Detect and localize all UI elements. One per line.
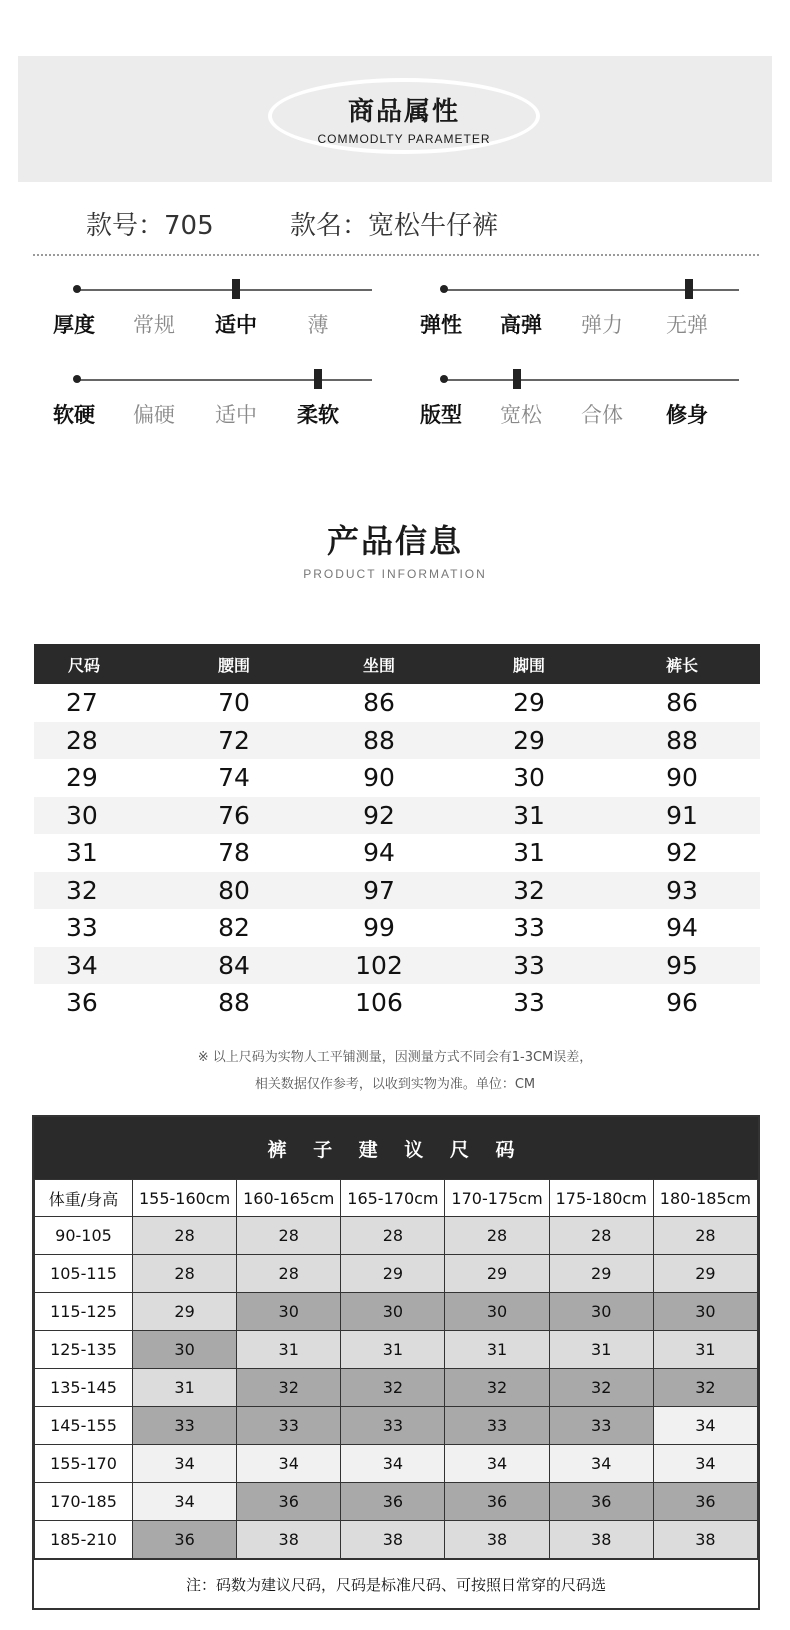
table-cell: 86 xyxy=(363,688,395,718)
size-cell: 36 xyxy=(341,1483,445,1521)
size-cell: 33 xyxy=(445,1407,549,1445)
table-cell: 27 xyxy=(66,688,98,718)
recommend-header-row xyxy=(35,1180,758,1217)
table-row xyxy=(34,722,760,760)
size-cell: 30 xyxy=(653,1293,757,1331)
table-cell: 86 xyxy=(666,688,698,718)
table-cell: 92 xyxy=(666,838,698,868)
size-cell: 30 xyxy=(445,1293,549,1331)
scale-marker xyxy=(685,279,693,299)
scale-start-dot xyxy=(440,375,448,383)
scale-marker xyxy=(513,369,521,389)
attribute-option: 薄 xyxy=(307,313,329,337)
size-cell: 34 xyxy=(653,1445,757,1483)
table-cell: 31 xyxy=(513,838,545,868)
scale-marker xyxy=(232,279,240,299)
table-cell: 76 xyxy=(218,800,250,830)
attribute-elasticity xyxy=(400,277,730,337)
table-row xyxy=(34,759,760,797)
size-cell: 30 xyxy=(341,1293,445,1331)
header-cell: 腰围 xyxy=(217,655,250,675)
scale-start-dot xyxy=(73,285,81,293)
header-cell: 裤长 xyxy=(665,655,698,675)
recommend-footnote: 注：码数为建议尺码，尺码是标准尺码、可按照日常穿的尺码选 xyxy=(34,1559,758,1608)
header-cell: 尺码 xyxy=(68,655,101,675)
table-cell: 94 xyxy=(666,913,698,943)
table-cell: 95 xyxy=(666,950,698,980)
height-header-cell: 175-180cm xyxy=(549,1180,653,1217)
attribute-thickness xyxy=(33,277,363,337)
attribute-option-selected: 柔软 xyxy=(297,403,339,427)
model-name: 款名：宽松牛仔裤 xyxy=(290,211,499,241)
attribute-name: 版型 xyxy=(420,403,462,427)
table-cell: 106 xyxy=(355,988,403,1018)
weight-cell: 155-170 xyxy=(35,1445,133,1483)
attribute-name: 弹性 xyxy=(420,313,462,337)
table-cell: 29 xyxy=(513,725,545,755)
product-info-title: 产品信息 xyxy=(326,522,463,560)
height-header-cell: 155-160cm xyxy=(133,1180,237,1217)
size-table xyxy=(34,644,760,1022)
table-cell: 70 xyxy=(218,688,250,718)
size-cell: 34 xyxy=(653,1407,757,1445)
size-cell: 31 xyxy=(653,1331,757,1369)
size-cell: 36 xyxy=(445,1483,549,1521)
table-row xyxy=(34,684,760,722)
recommend-row xyxy=(35,1255,758,1293)
size-cell: 28 xyxy=(653,1217,757,1255)
size-cell: 28 xyxy=(237,1255,341,1293)
size-cell: 28 xyxy=(549,1217,653,1255)
table-cell: 74 xyxy=(218,763,250,793)
size-cell: 34 xyxy=(549,1445,653,1483)
table-cell: 90 xyxy=(666,763,698,793)
attribute-option: 适中 xyxy=(215,403,257,427)
size-cell: 31 xyxy=(549,1331,653,1369)
table-cell: 36 xyxy=(66,988,98,1018)
size-cell: 32 xyxy=(549,1369,653,1407)
attribute-option-selected: 宽松 xyxy=(500,403,542,427)
table-row xyxy=(34,984,760,1022)
table-cell: 93 xyxy=(666,875,698,905)
scale-line xyxy=(77,379,372,381)
size-cell: 32 xyxy=(653,1369,757,1407)
table-cell: 97 xyxy=(363,875,395,905)
table-row xyxy=(34,947,760,985)
product-info-subtitle: PRODUCT INFORMATION xyxy=(303,567,487,581)
table-cell: 32 xyxy=(66,875,98,905)
size-cell: 29 xyxy=(133,1293,237,1331)
size-cell: 38 xyxy=(653,1521,757,1559)
size-cell: 36 xyxy=(549,1483,653,1521)
table-cell: 90 xyxy=(363,763,395,793)
weight-cell: 115-125 xyxy=(35,1293,133,1331)
attribute-softness xyxy=(33,367,363,427)
weight-cell: 90-105 xyxy=(35,1217,133,1255)
recommend-row xyxy=(35,1445,758,1483)
attribute-fit xyxy=(400,367,730,427)
table-cell: 72 xyxy=(218,725,250,755)
header-oval xyxy=(268,78,540,154)
size-cell: 34 xyxy=(237,1445,341,1483)
height-header-cell: 170-175cm xyxy=(445,1180,549,1217)
table-cell: 92 xyxy=(363,800,395,830)
attribute-option-selected: 无弹 xyxy=(666,313,708,337)
table-cell: 33 xyxy=(66,913,98,943)
size-cell: 38 xyxy=(549,1521,653,1559)
table-cell: 32 xyxy=(513,875,545,905)
size-cell: 29 xyxy=(445,1255,549,1293)
attribute-name: 厚度 xyxy=(53,313,95,337)
recommend-title: 裤 子 建 议 尺 码 xyxy=(34,1117,758,1179)
attribute-option: 高弹 xyxy=(500,313,542,337)
size-cell: 29 xyxy=(653,1255,757,1293)
scale-marker xyxy=(314,369,322,389)
dotted-divider xyxy=(33,254,759,256)
weight-cell: 135-145 xyxy=(35,1369,133,1407)
table-cell: 33 xyxy=(513,950,545,980)
recommend-row xyxy=(35,1369,758,1407)
size-cell: 32 xyxy=(341,1369,445,1407)
size-cell: 34 xyxy=(133,1483,237,1521)
recommend-grid xyxy=(34,1179,758,1559)
attribute-name: 软硬 xyxy=(53,403,95,427)
table-cell: 30 xyxy=(513,763,545,793)
header-banner xyxy=(18,56,772,182)
size-cell: 30 xyxy=(237,1293,341,1331)
attribute-option: 修身 xyxy=(666,403,708,427)
size-cell: 36 xyxy=(133,1521,237,1559)
recommend-row xyxy=(35,1483,758,1521)
attribute-option-selected: 适中 xyxy=(215,313,257,337)
size-cell: 36 xyxy=(653,1483,757,1521)
size-cell: 32 xyxy=(445,1369,549,1407)
size-table-body xyxy=(34,684,760,1022)
table-cell: 78 xyxy=(218,838,250,868)
size-cell: 31 xyxy=(445,1331,549,1369)
header-cell: 坐围 xyxy=(362,655,395,675)
height-header-cell: 180-185cm xyxy=(653,1180,757,1217)
attribute-option: 偏硬 xyxy=(133,403,175,427)
size-cell: 34 xyxy=(445,1445,549,1483)
weight-cell: 125-135 xyxy=(35,1331,133,1369)
table-cell: 80 xyxy=(218,875,250,905)
table-cell: 88 xyxy=(666,725,698,755)
table-cell: 88 xyxy=(363,725,395,755)
table-row xyxy=(34,834,760,872)
size-cell: 36 xyxy=(237,1483,341,1521)
measurement-note: ※ 以上尺码为实物人工平铺测量，因测量方式不同会有1-3CM误差， xyxy=(197,1050,593,1065)
measurement-note-2: 相关数据仅作参考，以收到实物为准。单位：CM xyxy=(254,1077,536,1092)
table-cell: 84 xyxy=(218,950,250,980)
table-cell: 29 xyxy=(66,763,98,793)
table-cell: 28 xyxy=(66,725,98,755)
size-cell: 31 xyxy=(133,1369,237,1407)
attribute-option: 弹力 xyxy=(581,313,623,337)
scale-line xyxy=(77,289,372,291)
size-cell: 38 xyxy=(341,1521,445,1559)
table-cell: 99 xyxy=(363,913,395,943)
size-cell: 28 xyxy=(133,1217,237,1255)
table-cell: 94 xyxy=(363,838,395,868)
scale-start-dot xyxy=(73,375,81,383)
weight-cell: 170-185 xyxy=(35,1483,133,1521)
scale-line xyxy=(444,379,739,381)
height-header-cell: 165-170cm xyxy=(341,1180,445,1217)
table-cell: 88 xyxy=(218,988,250,1018)
weight-cell: 145-155 xyxy=(35,1407,133,1445)
table-cell: 91 xyxy=(666,800,698,830)
size-cell: 31 xyxy=(341,1331,445,1369)
corner-cell: 体重/身高 xyxy=(35,1180,133,1217)
table-cell: 31 xyxy=(66,838,98,868)
scale-start-dot xyxy=(440,285,448,293)
recommend-row xyxy=(35,1293,758,1331)
recommend-row xyxy=(35,1331,758,1369)
table-cell: 34 xyxy=(66,950,98,980)
size-cell: 30 xyxy=(549,1293,653,1331)
table-cell: 31 xyxy=(513,800,545,830)
size-cell: 38 xyxy=(445,1521,549,1559)
size-cell: 29 xyxy=(341,1255,445,1293)
size-cell: 38 xyxy=(237,1521,341,1559)
size-cell: 33 xyxy=(133,1407,237,1445)
weight-cell: 185-210 xyxy=(35,1521,133,1559)
header-cell: 脚围 xyxy=(512,655,545,675)
size-cell: 32 xyxy=(237,1369,341,1407)
recommend-row xyxy=(35,1217,758,1255)
size-table-header xyxy=(34,644,760,684)
height-header-cell: 160-165cm xyxy=(237,1180,341,1217)
weight-cell: 105-115 xyxy=(35,1255,133,1293)
header-subtitle: COMMODLTY PARAMETER xyxy=(317,132,491,146)
size-cell: 31 xyxy=(237,1331,341,1369)
model-number: 款号：705 xyxy=(86,211,214,241)
table-cell: 30 xyxy=(66,800,98,830)
attribute-option: 常规 xyxy=(133,313,175,337)
size-cell: 34 xyxy=(133,1445,237,1483)
size-cell: 28 xyxy=(341,1217,445,1255)
table-cell: 33 xyxy=(513,913,545,943)
table-cell: 102 xyxy=(355,950,403,980)
table-cell: 33 xyxy=(513,988,545,1018)
size-cell: 34 xyxy=(341,1445,445,1483)
table-cell: 82 xyxy=(218,913,250,943)
size-cell: 29 xyxy=(549,1255,653,1293)
attribute-option: 合体 xyxy=(581,403,623,427)
size-cell: 33 xyxy=(549,1407,653,1445)
recommend-row xyxy=(35,1407,758,1445)
size-cell: 33 xyxy=(237,1407,341,1445)
recommend-table xyxy=(32,1115,760,1610)
size-cell: 30 xyxy=(133,1331,237,1369)
scale-line xyxy=(444,289,739,291)
table-cell: 29 xyxy=(513,688,545,718)
size-cell: 28 xyxy=(237,1217,341,1255)
header-title: 商品属性 xyxy=(347,97,460,127)
table-cell: 96 xyxy=(666,988,698,1018)
recommend-row xyxy=(35,1521,758,1559)
table-row xyxy=(34,872,760,910)
table-row xyxy=(34,909,760,947)
size-cell: 28 xyxy=(445,1217,549,1255)
table-row xyxy=(34,797,760,835)
size-cell: 33 xyxy=(341,1407,445,1445)
size-cell: 28 xyxy=(133,1255,237,1293)
